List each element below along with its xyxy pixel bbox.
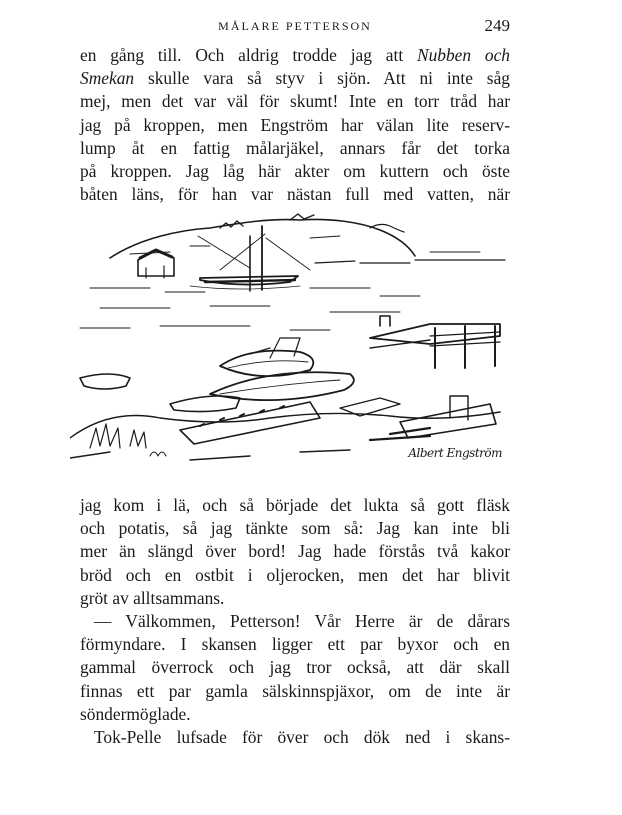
text-line: mer än slängd över bord! Jag hade förstås två kakor bbox=[80, 541, 510, 562]
text-line: bröd och en ostbit i oljerocken, men det har blivit bbox=[80, 564, 510, 585]
harbor-illustration bbox=[70, 208, 520, 480]
text-line: söndermöglade. bbox=[80, 703, 191, 724]
text-line: förmyndare. I skansen ligger ett par byxor och en bbox=[80, 634, 510, 655]
italic-name: Nubben och bbox=[416, 45, 510, 65]
text-line: båten läns, för han var nästan full med vatten, när bbox=[80, 184, 510, 205]
text-line: på kroppen. Jag låg här akter om kuttern och öste bbox=[80, 161, 510, 182]
running-head: MÅLARE PETTERSON bbox=[218, 19, 372, 33]
text-line: Smekan skulle vara så styv i sjön. Att ni inte såg bbox=[80, 68, 510, 89]
text-line: en gång till. Och aldrig trodde jag att Nubben och bbox=[80, 45, 510, 65]
illustration-signature: Albert Engström bbox=[408, 446, 502, 460]
text-line: lump åt en fattig målarjäkel, annars får det torka bbox=[80, 137, 510, 158]
page-header bbox=[80, 16, 510, 38]
text-line: Tok-Pelle lufsade för över och dök ned i skans- bbox=[94, 727, 510, 748]
top-paragraph bbox=[80, 44, 510, 206]
text-line: finnas ett par gamla sälskinnspjäxor, om de inte är bbox=[80, 680, 510, 701]
italic-name: Smekan bbox=[80, 68, 135, 89]
text-line: — Välkommen, Petterson! Vår Herre är de dårars bbox=[94, 611, 510, 632]
text-line: gröt av alltsammans. bbox=[80, 587, 225, 608]
text-line: gammal överrock och jag tror också, att där skall bbox=[80, 657, 510, 678]
text-line: och potatis, så jag tänkte som så: Jag kan inte bli bbox=[80, 518, 510, 539]
page-number: 249 bbox=[484, 16, 510, 35]
text-line: mej, men det var väl för skumt! Inte en torr tråd har bbox=[80, 91, 510, 112]
text-line: jag på kroppen, men Engström har välan lite reserv- bbox=[80, 114, 510, 135]
text-line: jag kom i lä, och så började det lukta så gott fläsk bbox=[80, 495, 510, 515]
bottom-paragraphs bbox=[80, 494, 510, 749]
